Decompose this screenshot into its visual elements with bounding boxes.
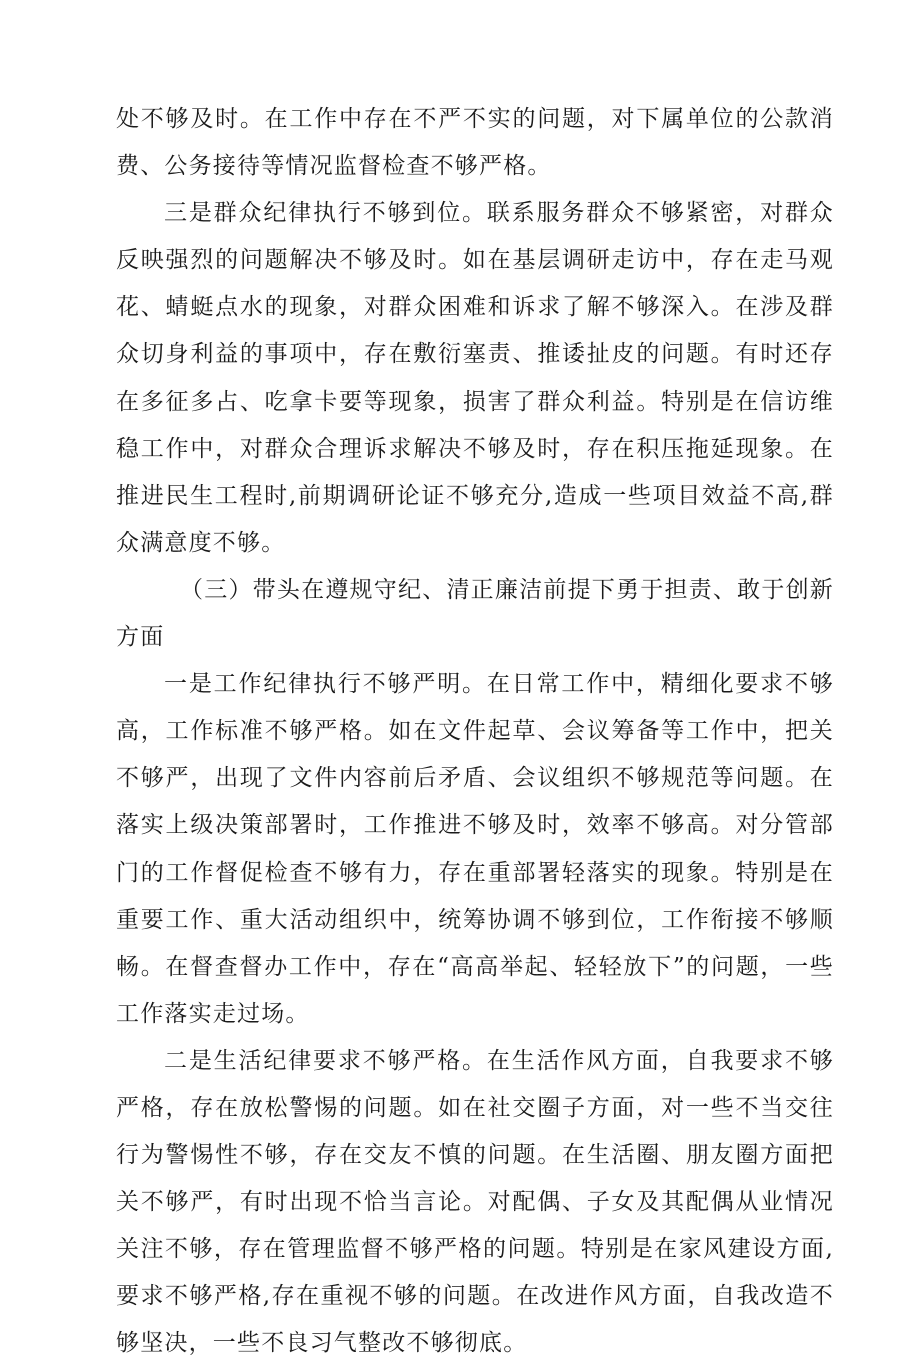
document-body [116,96,834,1368]
paragraph-life-discipline: 二是生活纪律要求不够严格。在生活作风方面，自我要求不够严格，存在放松警惕的问题。如在社交圈子方面，对一些不当交往行为警惕性不够，存在交友不慎的问题。在生活圈、朋友圈方面把关不够严，有时出现不恰当言论。对配偶、子女及其配偶从业情况关注不够，存在管理监督不够严格的问题。特别是在家风建设方面,要求不够严格,存在重视不够的问题。在改进作风方面，自我改造不够坚决，一些不良习气整改不够彻底。 [116,1047,834,1357]
paragraph-mass-discipline: 三是群众纪律执行不够到位。联系服务群众不够紧密，对群众反映强烈的问题解决不够及时。如在基层调研走访中，存在走马观花、蜻蜓点水的现象，对群众困难和诉求了解不够深入。在涉及群众切身利益的事项中，存在敷衍塞责、推诿扯皮的问题。有时还存在多征多占、吃拿卡要等现象，损害了群众利益。特别是在信访维稳工作中，对群众合理诉求解决不够及时，存在积压拖延现象。在推进民生工程时,前期调研论证不够充分,造成一些项目效益不高,群众满意度不够。 [116,200,834,556]
paragraph-continuation: 处不够及时。在工作中存在不严不实的问题，对下属单位的公款消费、公务接待等情况监督检查不够严格。 [116,106,834,180]
paragraph-work-discipline: 一是工作纪律执行不够严明。在日常工作中，精细化要求不够高，工作标准不够严格。如在文件起草、会议筹备等工作中，把关不够严，出现了文件内容前后矛盾、会议组织不够规范等问题。在落实上级决策部署时，工作推进不够及时，效率不够高。对分管部门的工作督促检查不够有力，存在重部署轻落实的现象。特别是在重要工作、重大活动组织中，统筹协调不够到位，工作衔接不够顺畅。在督查督办工作中，存在“高高举起、轻轻放下”的问题，一些工作落实走过场。 [116,671,834,1027]
section-heading-three: （三）带头在遵规守纪、清正廉洁前提下勇于担责、敢于创新方面 [116,576,834,651]
